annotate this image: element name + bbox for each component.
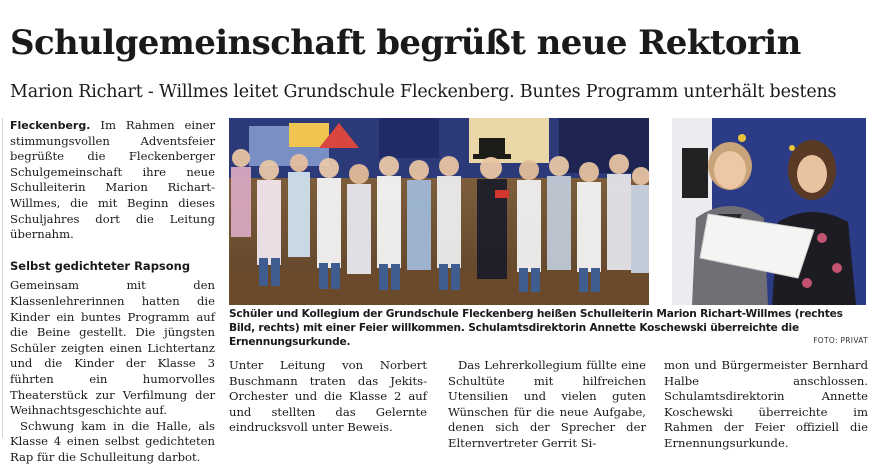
photo-certificate-handover [672,118,866,305]
article-column-1 [10,118,215,465]
paragraph-intro [10,118,215,243]
paragraph-certificate: mon und Bürgermeister Bernhard Halbe anschlossen. Schulamtsdirektorin Annette Koschewski überreichte im Rahmen der Feier offiziell die Ernennungsurkunde. [664,358,868,450]
photo-school-children [229,118,649,305]
children-photo-graphic [229,118,649,305]
article-headline: Schulgemeinschaft begrüßt neue Rektorin [10,23,801,63]
article-column-3 [448,358,646,452]
section-subhead: Selbst gedichteter Rapsong [10,258,191,273]
dateline: Fleckenberg. [10,119,91,132]
article-column-4 [664,358,868,452]
article-subheadline: Marion Richart - Willmes leitet Grundschule Fleckenberg. Buntes Programm unterhält bestens [10,82,837,102]
paragraph-orchestra: Unter Leitung von Norbert Buschmann traten das Jekits-Orchester und die Klasse 2 auf und stellten das Gelernte eindrucksvoll unter Beweis. [229,358,427,435]
intro-text: Im Rahmen einer stimmungsvollen Adventsfeier begrüßte die Fleckenberger Schulgemeinschaft ihre neue Schulleiterin Marion Richart-Willmes, die mit Beginn dieses Schuljahres dort die Leitung übernahm. [10,118,215,242]
article-column-2 [229,358,427,436]
column-rule [2,118,3,438]
photo-caption: Schüler und Kollegium der Grundschule Fleckenberg heißen Schulleiterin Marion Richart-Willmes (rechtes Bild, rechts) mit einer Feier willkommen. Schulamtsdirektorin Annette Koschewski überreichte die Ernennungsurkunde. [229,308,843,348]
photo-credit: FOTO: PRIVAT [813,336,868,345]
handover-photo-graphic [672,118,866,305]
paragraph-rap: Schwung kam in die Halle, als Klasse 4 einen selbst gedichteten Rap für die Schulleitung darbot. [10,418,215,464]
paragraph-program: Gemeinsam mit den Klassenlehrerinnen hatten die Kinder ein buntes Programm auf die Beine gestellt. Die jüngsten Schüler zeigten einen Lichtertanz und die Kinder der Klasse 3 führten ein humorvolles Theaterstück zur Verfilmung der Weihnachtsgeschichte auf. [10,278,215,418]
paragraph-schooltuete: Das Lehrerkollegium füllte eine Schultüte mit hilfreichen Utensilien und vielen guten Wünschen für die neue Aufgabe, denen sich der Sprecher der Elternvertreter Gerrit Si- [448,358,646,450]
